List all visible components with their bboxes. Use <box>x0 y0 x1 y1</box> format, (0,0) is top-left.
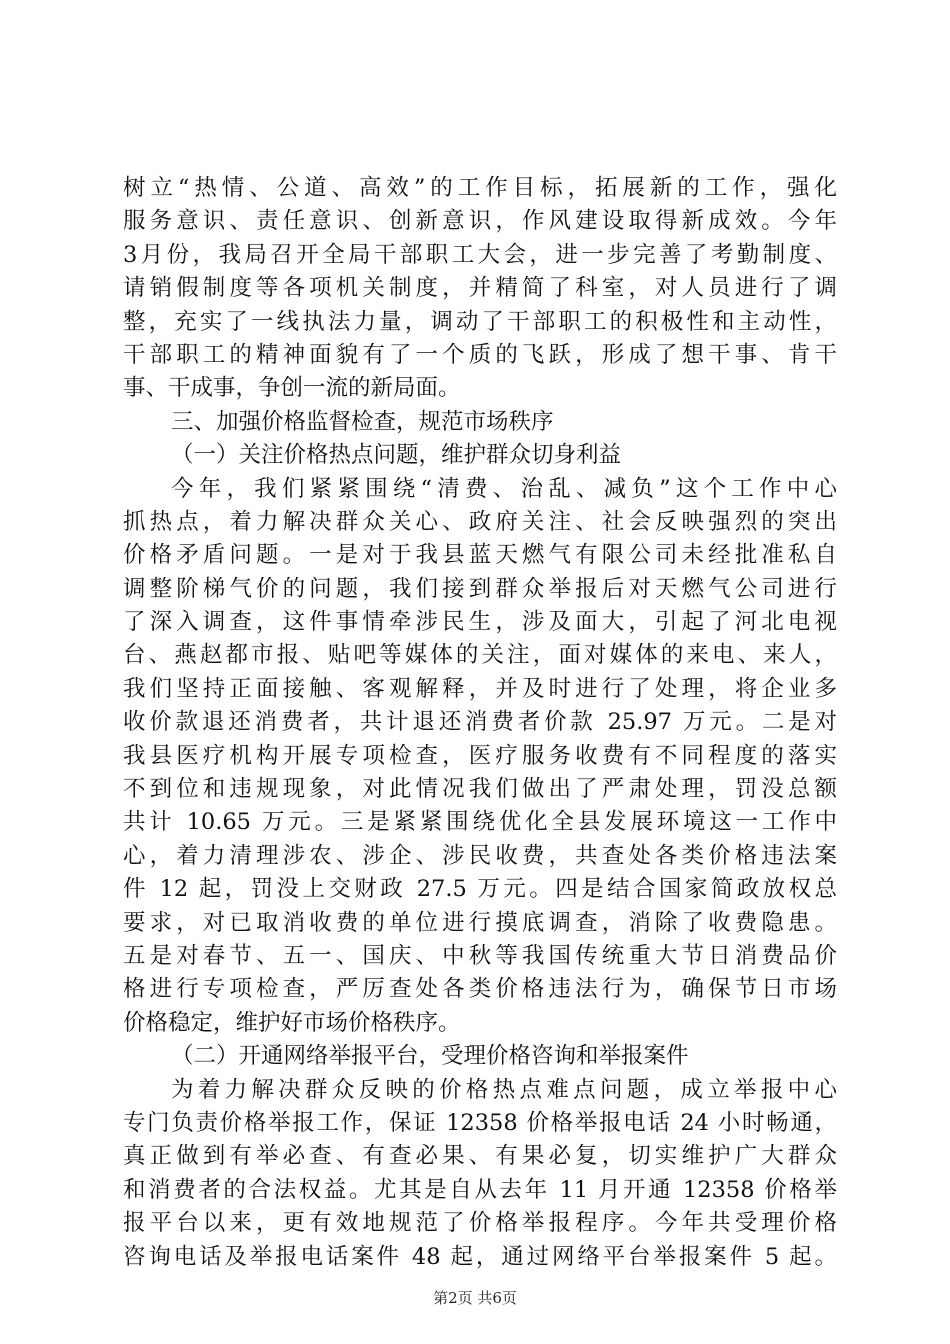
text-line: 共计 10.65 万元。三是紧紧围绕优化全县发展环境这一工作中 <box>123 809 837 836</box>
section-heading: （二）开通网络举报平台，受理价格咨询和举报案件 <box>171 1043 689 1070</box>
text-line: 事、干成事，争创一流的新局面。 <box>123 375 461 402</box>
text-line: 价格矛盾问题。一是对于我县蓝天燃气有限公司未经批准私自 <box>123 542 837 569</box>
text-line: 报平台以来，更有效地规范了价格举报程序。今年共受理价格 <box>123 1210 837 1237</box>
text-line: 件 12 起，罚没上交财政 27.5 万元。四是结合国家简政放权总 <box>123 876 837 903</box>
text-line: 干部职工的精神面貌有了一个质的飞跃，形成了想干事、肯干 <box>123 341 837 368</box>
text-line: 专门负责价格举报工作，保证 12358 价格举报电话 24 小时畅通， <box>123 1109 837 1136</box>
section-heading: 三、加强价格监督检查，规范市场秩序 <box>171 408 554 435</box>
text-line: 五是对春节、五一、国庆、中秋等我国传统重大节日消费品价 <box>123 942 837 969</box>
text-line: 今年，我们紧紧围绕“清费、治乱、减负”这个工作中心 <box>171 475 837 502</box>
text-line: 调整阶梯气价的问题，我们接到群众举报后对天燃气公司进行 <box>123 575 837 602</box>
text-line: 整，充实了一线执法力量，调动了干部职工的积极性和主动性， <box>123 308 837 335</box>
text-line: 和消费者的合法权益。尤其是自从去年 11 月开通 12358 价格举 <box>123 1176 837 1203</box>
text-line: 真正做到有举必查、有查必果、有果必复，切实维护广大群众 <box>123 1143 837 1170</box>
text-line: 为着力解决群众反映的价格热点难点问题，成立举报中心 <box>171 1076 837 1103</box>
page-footer: 第2页 共6页 <box>433 1289 517 1307</box>
text-line: 价格稳定，维护好市场价格秩序。 <box>123 1009 461 1036</box>
document-body <box>123 172 837 1274</box>
text-line: 我县医疗机构开展专项检查，医疗服务收费有不同程度的落实 <box>123 742 837 769</box>
text-line: 请销假制度等各项机关制度，并精简了科室，对人员进行了调 <box>123 275 837 302</box>
text-line: 不到位和违规现象，对此情况我们做出了严肃处理，罚没总额 <box>123 776 837 803</box>
text-line: 要求，对已取消收费的单位进行摸底调查，消除了收费隐患。 <box>123 909 837 936</box>
text-line: 收价款退还消费者，共计退还消费者价款 25.97 万元。二是对 <box>123 709 837 736</box>
text-line: 服务意识、责任意识、创新意识，作风建设取得新成效。今年 <box>123 208 837 235</box>
text-line: 台、燕赵都市报、贴吧等媒体的关注，面对媒体的来电、来人， <box>123 642 837 669</box>
text-line: 心，着力清理涉农、涉企、涉民收费，共查处各类价格违法案 <box>123 842 837 869</box>
section-heading: （一）关注价格热点问题，维护群众切身利益 <box>171 442 622 469</box>
text-line: 了深入调查，这件事情牵涉民生，涉及面大，引起了河北电视 <box>123 609 837 636</box>
text-line: 咨询电话及举报电话案件 48 起，通过网络平台举报案件 5 起。 <box>123 1243 837 1270</box>
text-line: 抓热点，着力解决群众关心、政府关注、社会反映强烈的突出 <box>123 508 837 535</box>
text-line: 3月份，我局召开全局干部职工大会，进一步完善了考勤制度、 <box>123 241 837 268</box>
text-line: 我们坚持正面接触、客观解释，并及时进行了处理，将企业多 <box>123 675 837 702</box>
text-line: 树立“热情、公道、高效”的工作目标，拓展新的工作，强化 <box>123 175 837 201</box>
text-line: 格进行专项检查，严厉查处各类价格违法行为，确保节日市场 <box>123 976 837 1003</box>
